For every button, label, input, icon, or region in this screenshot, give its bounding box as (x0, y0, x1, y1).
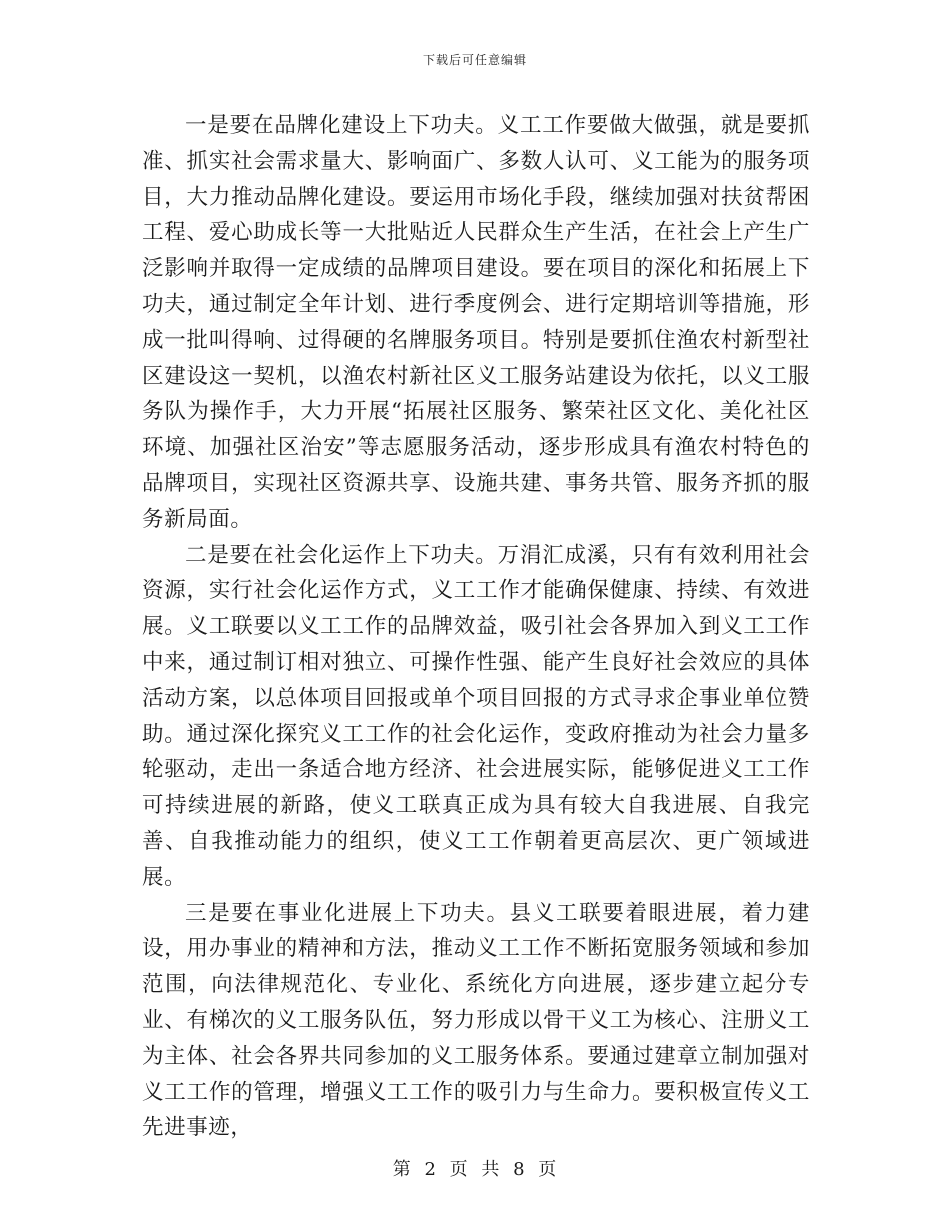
paragraph-3: 三是要在事业化进展上下功夫。县义工联要着眼进展，着力建设，用办事业的精神和方法，推动义工工作不断拓宽服务领域和参加范围，向法律规范化、专业化、系统化方向进展，逐步建立起分专业、有梯次的义工服务队伍，努力形成以骨干义工为核心、注册义工为主体、社会各界共同参加的义工服务体系。要通过建章立制加强对义工工作的管理，增强义工工作的吸引力与生命力。要积极宣传义工先进事迹， (142, 900, 810, 1141)
document-body (142, 108, 810, 1146)
paragraph-2: 二是要在社会化运作上下功夫。万涓汇成溪，只有有效利用社会资源，实行社会化运作方式，义工工作才能确保健康、持续、有效进展。义工联要以义工工作的品牌效益，吸引社会各界加入到义工工作中来，通过制订相对独立、可操作性强、能产生良好社会效应的具体活动方案，以总体项目回报或单个项目回报的方式寻求企事业单位赞助。通过深化探究义工工作的社会化运作，变政府推动为社会力量多轮驱动，走出一条适合地方经济、社会进展实际，能够促进义工工作可持续进展的新路，使义工联真正成为具有较大自我进展、自我完善、自我推动能力的组织，使义工工作朝着更高层次、更广领域进展。 (142, 542, 810, 890)
page-header-note: 下载后可任意编辑 (422, 53, 527, 67)
page-number-footer: 第 2 页 共 8 页 (392, 1159, 558, 1180)
paragraph-1: 一是要在品牌化建设上下功夫。义工工作要做大做强，就是要抓准、抓实社会需求量大、影响面广、多数人认可、义工能为的服务项目，大力推动品牌化建设。要运用市场化手段，继续加强对扶贫帮困工程、爱心助成长等一大批贴近人民群众生产生活，在社会上产生广泛影响并取得一定成绩的品牌项目建设。要在项目的深化和拓展上下功夫，通过制定全年计划、进行季度例会、进行定期培训等措施，形成一批叫得响、过得硬的名牌服务项目。特别是要抓住渔农村新型社区建设这一契机，以渔农村新社区义工服务站建设为依托，以义工服务队为操作手，大力开展“拓展社区服务、繁荣社区文化、美化社区环境、加强社区治安”等志愿服务活动，逐步形成具有渔农村特色的品牌项目，实现社区资源共享、设施共建、事务共管、服务齐抓的服务新局面。 (142, 113, 810, 532)
